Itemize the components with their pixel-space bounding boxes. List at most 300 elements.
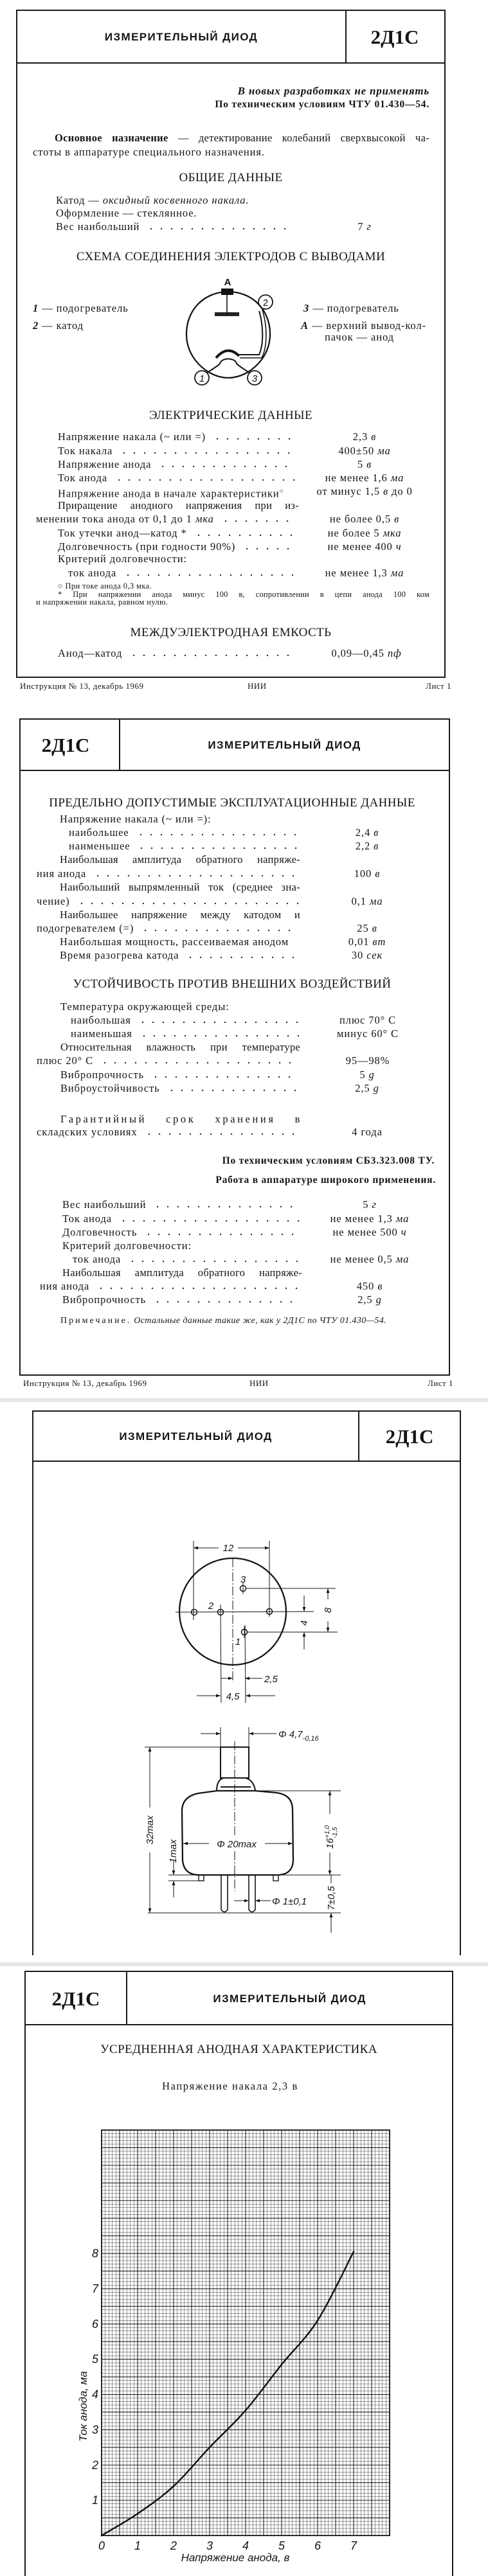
spec-value xyxy=(300,513,429,526)
dot-leader xyxy=(146,227,294,230)
x-tick-label: 6 xyxy=(314,2539,321,2552)
cathode-value: оксидный косвенного накала. xyxy=(102,194,249,206)
footnote-2: * При напряжении анода минус 100 в, сопротивлении в цепи анода 100 ком xyxy=(58,591,429,599)
spec-value xyxy=(305,1198,434,1211)
row-label: наибольшая xyxy=(71,1014,131,1026)
dot-leader xyxy=(93,875,299,877)
x-tick-label: 7 xyxy=(350,2539,357,2552)
notice: В новых разработках не применять xyxy=(237,85,429,97)
spec-value xyxy=(303,936,431,948)
y-tick-label: 6 xyxy=(91,2317,98,2331)
value-number: 2,3 xyxy=(352,431,368,443)
dot-leader xyxy=(119,452,294,454)
spec-row xyxy=(58,445,294,457)
cathode-lead xyxy=(239,311,262,355)
value-unit: ч xyxy=(401,1226,407,1238)
cathode-line xyxy=(56,194,249,207)
row-label: Вибропрочность xyxy=(62,1293,147,1306)
dot-leader xyxy=(139,1035,299,1037)
ferrule xyxy=(217,1778,255,1791)
spec-value xyxy=(300,485,429,498)
y-tick-label: 5 xyxy=(91,2352,98,2366)
section-heading-limits: ПРЕДЕЛЬНО ДОПУСТИМЫЕ ЭКСПЛУАТАЦИОННЫЕ ДАННЫЕ xyxy=(49,796,415,810)
spec-row xyxy=(40,1280,301,1293)
dot-leader xyxy=(136,847,299,849)
spec-row xyxy=(73,1253,301,1266)
row-label: Ток анода xyxy=(62,1212,112,1225)
dim-body-diameter: Φ 20max xyxy=(217,1839,257,1850)
spec-value xyxy=(300,431,429,443)
value-number: не менее 400 xyxy=(327,540,393,553)
value-unit: ма xyxy=(390,567,404,579)
spec-row xyxy=(71,1027,299,1040)
spec-row-wrapped: Наибольшая амплитуда обратного напряже- xyxy=(62,1266,302,1279)
dot-leader xyxy=(150,1076,299,1078)
y-axis-label: Ток анода, ма xyxy=(77,2371,89,2442)
base-nub xyxy=(199,1875,204,1881)
row-label: Виброустойчивость xyxy=(60,1082,160,1094)
dim-pin1-offset: 4 xyxy=(299,1620,310,1626)
spec-row xyxy=(37,922,299,935)
dim-center-offset: 2,5 xyxy=(264,1674,278,1685)
x-tick-label: 5 xyxy=(278,2539,285,2552)
row-label: ток анода xyxy=(68,567,117,579)
row-label: Напряжение анода xyxy=(58,458,152,470)
dot-leader xyxy=(152,1205,301,1208)
row-label: Долговечность (при годности 90%) xyxy=(58,540,236,553)
dim-pin-pitch: 4,5 xyxy=(226,1691,240,1702)
spec-value xyxy=(303,922,431,935)
row-label: ния анода xyxy=(37,867,87,880)
page-4 xyxy=(0,1967,488,2576)
value-unit: g xyxy=(375,1293,382,1306)
purpose-line-1 xyxy=(55,132,429,145)
value-suffix: до 0 xyxy=(392,485,413,497)
legend-text: — катод xyxy=(42,319,84,332)
x-axis-label: Напряжение анода, в xyxy=(181,2552,290,2564)
dot-leader xyxy=(185,956,299,959)
header-code: 2Д1С xyxy=(51,1987,100,2010)
page-separator xyxy=(0,1398,488,1402)
dot-leader xyxy=(167,1089,299,1092)
extension-line xyxy=(245,1625,246,1703)
spec-value xyxy=(300,540,429,553)
row-label: Время разогрева катода xyxy=(60,949,179,961)
value-unit: в xyxy=(377,1280,383,1292)
x-tick-label: 1 xyxy=(134,2539,141,2552)
value-unit: г xyxy=(372,1198,377,1211)
legend-text: — подогреватель xyxy=(42,302,129,314)
spec-row-wrapped: Наибольшая амплитуда обратного напряже- xyxy=(60,853,300,866)
dot-leader xyxy=(144,1133,299,1135)
header-code-cell xyxy=(347,11,443,64)
row-label: наименьшая xyxy=(71,1027,132,1040)
dim-pin-length: 7±0,5 xyxy=(326,1886,337,1910)
value-unit: в xyxy=(371,431,377,443)
chart-title: УСРЕДНЕННАЯ АНОДНАЯ ХАРАКТЕРИСТИКА xyxy=(100,2043,377,2056)
spec-value xyxy=(303,1069,431,1081)
spec-row xyxy=(68,567,294,580)
data-point xyxy=(209,2447,211,2449)
value-unit: в xyxy=(375,867,381,880)
spec-value xyxy=(303,1082,431,1095)
footer-sheet: Лист 1 xyxy=(428,1378,453,1388)
spec-row xyxy=(60,1069,299,1081)
legend-item-3 xyxy=(303,302,399,315)
spec-row xyxy=(58,458,294,471)
dot-leader xyxy=(123,574,294,576)
value-number: 450 xyxy=(356,1280,375,1292)
spec-value xyxy=(305,1253,434,1266)
spec-row xyxy=(60,949,299,962)
value-unit: ма xyxy=(377,445,391,457)
value-unit: ма xyxy=(395,1212,410,1225)
dimension-drawing xyxy=(129,1525,360,1942)
spec-subheading: Критерий долговечности: xyxy=(62,1239,192,1252)
legend-text: — верхний вывод-кол- xyxy=(311,319,426,332)
base-nub xyxy=(273,1875,278,1881)
design-line xyxy=(56,207,197,220)
dot-leader xyxy=(77,902,299,905)
spec-value xyxy=(305,1226,434,1239)
header-code: 2Д1С xyxy=(41,734,90,756)
electrode-schema-diagram xyxy=(174,270,283,389)
spec-value: плюс 70° С xyxy=(339,1014,397,1026)
value-number: не менее 1,3 xyxy=(330,1212,393,1225)
label-unit: мка xyxy=(195,513,214,525)
data-point xyxy=(353,2251,355,2253)
legend-key: 3 xyxy=(303,302,310,314)
dim-body-height-value: 16 xyxy=(325,1838,336,1849)
spec-value xyxy=(303,949,431,962)
capacitance-value xyxy=(302,647,431,660)
cathode xyxy=(216,351,239,358)
anode-characteristic-chart xyxy=(0,1967,488,2576)
value-number: 2,5 xyxy=(355,1082,370,1094)
header-title-cell xyxy=(120,720,449,771)
row-label: ния анода xyxy=(40,1280,90,1292)
chart-subtitle: Напряжение накала 2,3 в xyxy=(162,2080,298,2092)
data-point xyxy=(281,2364,283,2366)
dim-pin-span: 12 xyxy=(222,1543,234,1554)
section-heading-general: ОБЩИЕ ДАННЫЕ xyxy=(179,171,283,184)
spec-value xyxy=(300,472,429,484)
header-code-cell xyxy=(359,1412,460,1462)
value-unit: вт xyxy=(372,936,386,948)
legend-key: A xyxy=(301,319,309,332)
y-tick-label: 3 xyxy=(91,2423,98,2437)
dot-leader xyxy=(221,520,294,522)
spec-row xyxy=(37,867,299,880)
cathode-label: Катод — xyxy=(56,194,100,206)
spec-row-wrapped: Приращение анодного напряжения при из- xyxy=(58,499,299,511)
header-title: ИЗМЕРИТЕЛЬНЫЙ ДИОД xyxy=(119,1430,273,1443)
dot-leader xyxy=(140,929,299,932)
bulb-body xyxy=(182,1791,293,1875)
row-label: ток анода xyxy=(73,1253,122,1265)
tube-envelope xyxy=(186,292,270,378)
spec-row xyxy=(62,1293,301,1306)
x-tick-label: 0 xyxy=(98,2539,105,2552)
weight-row xyxy=(56,220,294,233)
value-number: 5 xyxy=(363,1198,369,1211)
row-label: подогревателем (=) xyxy=(37,922,134,934)
spec-value xyxy=(303,826,431,839)
data-point xyxy=(245,2410,247,2412)
y-tick-label: 7 xyxy=(91,2282,98,2295)
footnote-2-cont: и напряжении накала, равном нулю. xyxy=(36,598,168,607)
value-number: не менее 0,5 xyxy=(330,1253,393,1265)
note-text: Остальные данные такие же, как у 2Д1С по ЧТУ 01.430—54. xyxy=(134,1316,387,1326)
purpose-text: — детектирование колебаний сверхвысокой ча- xyxy=(177,132,429,144)
dot-leader xyxy=(100,1061,299,1064)
y-tick-label: 2 xyxy=(91,2458,98,2472)
capacitance-row xyxy=(58,647,294,660)
value-number: не более 0,5 xyxy=(329,513,392,525)
header-code: 2Д1С xyxy=(385,1425,434,1448)
data-point xyxy=(101,2535,103,2537)
value-unit: пф xyxy=(387,647,402,659)
y-tick-label: 4 xyxy=(91,2388,98,2401)
dot-leader xyxy=(143,1233,301,1236)
legend-key: 2 xyxy=(33,319,39,332)
base-view xyxy=(176,1541,338,1703)
dim-pin-diameter: Φ 1±0,1 xyxy=(272,1896,307,1907)
pin-2-label: 2 xyxy=(262,298,269,308)
spec-row xyxy=(62,1198,301,1211)
dim-body-height xyxy=(324,1825,339,1849)
storage-label: Гарантийный срок хранения в xyxy=(60,1113,302,1125)
x-tick-label: 2 xyxy=(170,2539,177,2552)
section-heading-electrical: ЭЛЕКТРИЧЕСКИЕ ДАННЫЕ xyxy=(149,409,313,422)
dim-nub-height: 1max xyxy=(168,1839,179,1863)
spec-value xyxy=(300,527,429,540)
value-unit: в xyxy=(372,922,377,934)
x-tick-label: 4 xyxy=(242,2539,249,2552)
pin-3-label: 3 xyxy=(251,373,258,384)
spec-row-wrapped: Наибольшее напряжение между катодом и xyxy=(60,909,300,921)
dot-leader xyxy=(194,534,294,537)
spec-value xyxy=(300,567,429,580)
value-unit: g xyxy=(373,1082,379,1094)
chart-grid xyxy=(102,2130,390,2536)
spec-row xyxy=(58,527,294,540)
page-2 xyxy=(0,697,488,1398)
row-label: Напряжение анода в начале характеристики xyxy=(58,487,280,500)
value-number: 400±50 xyxy=(338,445,375,457)
row-label: менении тока анода от 0,1 до 1 xyxy=(36,513,192,525)
spec-value: 95—98% xyxy=(345,1054,390,1067)
value-number: 5 xyxy=(357,458,364,470)
legend-text: — подогреватель xyxy=(312,302,399,314)
row-label: Ток накала xyxy=(58,445,113,457)
header-code-cell xyxy=(21,720,111,771)
row-label: наименьшее xyxy=(69,840,131,852)
value-unit: сек xyxy=(366,949,383,961)
row-label: Вес наибольший xyxy=(62,1198,147,1211)
data-point xyxy=(317,2320,319,2322)
pin-label-1: 1 xyxy=(235,1637,241,1648)
dot-leader xyxy=(129,654,294,657)
spec-row xyxy=(58,540,294,553)
heater xyxy=(207,359,249,373)
dot-leader xyxy=(114,479,294,481)
footnote-mark: ○ xyxy=(279,488,284,495)
row-label: плюс 20° С xyxy=(37,1054,94,1067)
value-number: 2,5 xyxy=(357,1293,373,1306)
pin-1-label: 1 xyxy=(199,373,205,384)
value-number: 7 xyxy=(357,220,364,233)
dim-cap-diameter-value: Φ 4,7 xyxy=(278,1729,303,1740)
dot-leader xyxy=(96,1287,301,1290)
spec-reference: По техническим условиям ЧТУ 01.430—54. xyxy=(215,99,429,110)
spec-subheading: Критерий долговечности: xyxy=(58,553,187,565)
header-code: 2Д1С xyxy=(370,26,419,48)
dot-leader xyxy=(118,1220,301,1222)
row-label: Напряжение накала (~ или =) xyxy=(58,431,206,443)
data-point xyxy=(173,2485,175,2487)
spec-row xyxy=(62,1212,301,1225)
row-label: Ток утечки анод—катод * xyxy=(58,527,187,539)
row-label: Ток анода xyxy=(58,472,107,484)
page-3 xyxy=(0,1403,488,1962)
footer-instruction: Инструкция № 13, декабрь 1969 xyxy=(23,1378,147,1388)
footer-sheet: Лист 1 xyxy=(426,681,451,691)
footer-org: НИИ xyxy=(249,1378,269,1388)
spec-row xyxy=(62,1226,301,1239)
dim-body-tol-minus: -1,5 xyxy=(332,1827,339,1838)
pin-lead xyxy=(249,1875,255,1912)
spec-value: минус 60° С xyxy=(337,1027,399,1040)
page-1 xyxy=(0,0,488,697)
value-number: 2,2 xyxy=(355,840,371,852)
value-number: не более 5 xyxy=(327,527,380,539)
dim-height-max: 32max xyxy=(145,1815,156,1845)
dim-pin3-offset: 8 xyxy=(323,1607,334,1613)
anode-plate xyxy=(215,312,239,316)
design-value: стеклянное. xyxy=(137,207,197,219)
row-label: Анод—катод xyxy=(58,647,123,659)
value-unit: в xyxy=(366,458,372,470)
spec-row xyxy=(58,431,294,443)
value-unit: g xyxy=(368,1069,375,1081)
value-unit: г xyxy=(366,220,372,233)
purpose-line-2: стоты в аппаратуре специального назначения. xyxy=(33,146,265,158)
side-view xyxy=(145,1727,341,1933)
spec-row xyxy=(58,472,294,484)
row-label: складских условиях xyxy=(37,1126,138,1138)
value-unit: в xyxy=(394,513,400,525)
spec-row xyxy=(71,1014,299,1027)
dim-cap-tolerance: -0,16 xyxy=(302,1735,319,1743)
spec-row xyxy=(69,826,299,839)
legend-item-anode xyxy=(301,319,426,332)
value-number: 100 xyxy=(354,867,372,880)
storage-row xyxy=(37,1126,299,1139)
anode-label: A xyxy=(224,277,231,288)
row-label: Долговечность xyxy=(62,1226,138,1238)
spec-row xyxy=(69,840,299,853)
spec-row xyxy=(58,485,284,501)
section-heading-resistance: УСТОЙЧИВОСТЬ ПРОТИВ ВНЕШНИХ ВОЗДЕЙСТВИЙ xyxy=(73,977,392,991)
dim-cap-diameter xyxy=(278,1729,320,1743)
spec-row-wrapped: Относительная влажность при температуре xyxy=(60,1041,300,1053)
value-number: не менее 1,3 xyxy=(325,567,388,579)
row-label: Вибропрочность xyxy=(60,1069,145,1081)
legend-key: 1 xyxy=(33,302,39,314)
dot-leader xyxy=(158,465,294,468)
footer-org: НИИ xyxy=(248,681,267,691)
footnote-1: ○ При токе анода 0,3 мка. xyxy=(58,582,152,591)
spec-row-wrapped: Наибольший выпрямленный ток (среднее зна- xyxy=(60,881,300,893)
page-separator xyxy=(0,1962,488,1966)
spec-value xyxy=(303,867,431,880)
design-label: Оформление — xyxy=(56,207,134,219)
spec-value xyxy=(305,1293,434,1306)
value-number: 2,4 xyxy=(355,826,371,839)
spec-value xyxy=(300,445,429,457)
value-number: 0,01 xyxy=(348,936,370,948)
row-label: чение) xyxy=(37,895,70,907)
spec-reference: По техническим условиям СБ3.323.008 ТУ. xyxy=(222,1155,435,1166)
row-label: Вес наибольший xyxy=(56,220,140,233)
note-term: Примечание. xyxy=(60,1316,132,1326)
value-unit: в xyxy=(383,485,389,497)
spec-value xyxy=(300,458,429,471)
spec-subheading: Температура окружающей среды: xyxy=(60,1000,230,1013)
spec-value xyxy=(303,840,431,853)
value-unit: ма xyxy=(369,895,383,907)
pin-lead xyxy=(221,1875,228,1912)
legend-item-1 xyxy=(33,302,129,315)
spec-row: Наибольшая мощность, рассеиваемая анодом xyxy=(60,936,289,948)
legend-item-2 xyxy=(33,319,84,332)
header-title-cell xyxy=(17,11,345,64)
dim-body-tol-plus: +1,0 xyxy=(324,1825,331,1838)
y-tick-label: 1 xyxy=(91,2494,98,2507)
value-unit: в xyxy=(374,840,379,852)
spec-row xyxy=(37,895,299,908)
value-number: 0,09—0,45 xyxy=(331,647,384,659)
value-unit: ма xyxy=(395,1253,410,1265)
note xyxy=(60,1315,386,1328)
spec-row xyxy=(60,1082,299,1095)
x-tick-label: 3 xyxy=(206,2539,213,2552)
spec-subheading: Напряжение накала (~ или =): xyxy=(60,813,212,825)
application-note: Работа в аппаратуре широкого применения. xyxy=(215,1175,436,1186)
pin-label-3: 3 xyxy=(240,1574,246,1585)
storage-value: 4 года xyxy=(352,1126,383,1138)
spec-row xyxy=(37,1054,299,1067)
header-title: ИЗМЕРИТЕЛЬНЫЙ ДИОД xyxy=(104,31,258,43)
value-number: не менее 1,6 xyxy=(325,472,388,484)
footer-instruction: Инструкция № 13, декабрь 1969 xyxy=(20,681,144,691)
dot-leader xyxy=(136,833,299,836)
legend-item-anode-cont: пачок — анод xyxy=(325,331,394,343)
value-unit: ма xyxy=(390,472,404,484)
dot-leader xyxy=(152,1301,301,1303)
value-number: не менее 500 xyxy=(332,1226,398,1238)
header-title: ИЗМЕРИТЕЛЬНЫЙ ДИОД xyxy=(208,739,361,751)
header-title: ИЗМЕРИТЕЛЬНЫЙ ДИОД xyxy=(213,1992,366,2005)
value-number: 5 xyxy=(359,1069,366,1081)
value-number: 30 xyxy=(351,949,364,961)
value-unit: ч xyxy=(395,540,402,553)
section-heading-schema: СХЕМА СОЕДИНЕНИЯ ЭЛЕКТРОДОВ С ВЫВОДАМИ xyxy=(76,250,386,263)
section-heading-capacitance: МЕЖДУЭЛЕКТРОДНАЯ ЕМКОСТЬ xyxy=(130,626,332,639)
value-unit: мка xyxy=(383,527,402,539)
weight-value xyxy=(300,220,429,233)
